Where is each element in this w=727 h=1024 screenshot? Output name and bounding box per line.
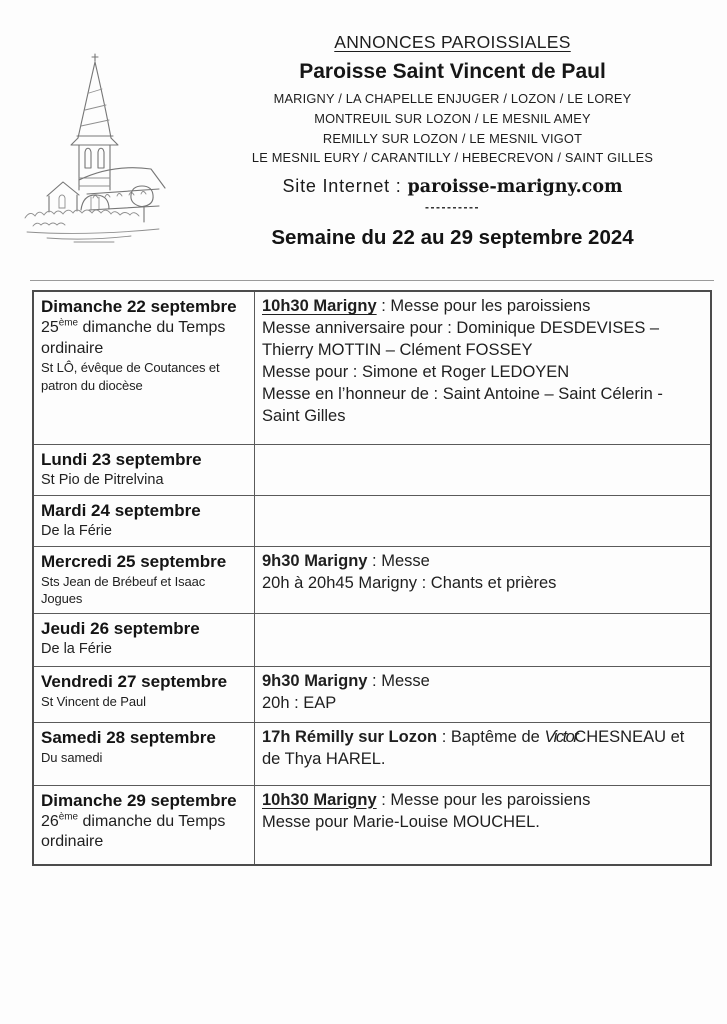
- text-line: Mardi 24 septembre: [41, 501, 201, 521]
- text-line: Dimanche 29 septembre: [41, 790, 237, 810]
- table-row: [34, 666, 710, 722]
- events-cell: [255, 292, 710, 444]
- day-cell: [34, 547, 255, 612]
- events-cell: [255, 667, 710, 722]
- events-cell: [255, 496, 710, 546]
- table-row: [34, 495, 710, 546]
- communes-line-1: MARIGNY / LA CHAPELLE ENJUGER / LOZON / LE LOREY: [273, 91, 632, 106]
- site-url: paroisse-marigny.com: [407, 177, 623, 198]
- day-cell: [34, 292, 255, 444]
- paroisse-title: Paroisse Saint Vincent de Paul: [299, 60, 606, 83]
- separator-dashes: ----------: [425, 200, 480, 215]
- table-row: [34, 546, 710, 612]
- header-text: [188, 30, 727, 250]
- week-title: Semaine du 22 au 29 septembre 2024: [271, 226, 634, 250]
- events-cell: [255, 445, 710, 495]
- text-line: Sts Jean de Brébeuf et Isaac Jogues: [41, 574, 206, 607]
- text-line: 10h30 Marigny : Messe pour les paroissiens: [262, 297, 591, 316]
- events-cell: [255, 614, 710, 666]
- text-line: De la Férie: [41, 640, 112, 657]
- table-row: [34, 444, 710, 495]
- text-line: 20h : EAP: [262, 693, 337, 712]
- text-line: 9h30 Marigny : Messe: [262, 552, 430, 571]
- text-line: St LÔ, évêque de Coutances et patron du diocèse: [41, 360, 220, 393]
- annonces-title: ANNONCES PAROISSIALES: [334, 32, 571, 52]
- communes-line-4: LE MESNIL EURY / CARANTILLY / HEBECREVON / SAINT GILLES: [251, 150, 654, 166]
- text-line: De la Férie: [41, 523, 112, 540]
- site-label: Site Internet :: [282, 176, 402, 197]
- table-row: [34, 722, 710, 785]
- communes-line-3: REMILLY SUR LOZON / LE MESNIL VIGOT: [322, 130, 583, 146]
- text-line: St Pio de Pitrelvina: [41, 472, 164, 489]
- site-line: [188, 176, 717, 197]
- text-line: Jeudi 26 septembre: [41, 618, 200, 638]
- text-line: Messe anniversaire pour : Dominique DESDEVISES – Thierry MOTTIN – Clément FOSSEY: [262, 319, 660, 360]
- text-line: Lundi 23 septembre: [41, 450, 202, 470]
- text-line: 26ème dimanche du Temps ordinaire: [41, 811, 226, 851]
- day-cell: [34, 723, 255, 785]
- header: [0, 0, 727, 250]
- day-cell: [34, 667, 255, 722]
- announcement-table: [32, 290, 712, 865]
- rule-above-table: [30, 280, 714, 281]
- text-line: 9h30 Marigny : Messe: [262, 671, 430, 690]
- table-row: [34, 613, 710, 666]
- text-line: Dimanche 22 septembre: [41, 297, 237, 317]
- events-cell: [255, 723, 710, 785]
- day-cell: [34, 786, 255, 864]
- day-cell: [34, 496, 255, 546]
- events-cell: [255, 547, 710, 612]
- communes-line-2: MONTREUIL SUR LOZON / LE MESNIL AMEY: [314, 110, 591, 126]
- text-line: St Vincent de Paul: [41, 693, 146, 709]
- text-line: Vendredi 27 septembre: [41, 671, 228, 691]
- text-line: 17h Rémilly sur Lozon : Baptême de VictorCHESNEAU et de Thya HAREL.: [262, 727, 685, 768]
- text-line: Du samedi: [41, 749, 103, 765]
- text-line: Messe pour Marie-Louise MOUCHEL.: [262, 812, 540, 831]
- events-cell: [255, 786, 710, 864]
- day-cell: [34, 614, 255, 666]
- text-line: Samedi 28 septembre: [41, 727, 216, 747]
- text-line: Messe pour : Simone et Roger LEDOYEN: [262, 363, 570, 382]
- church-sketch-icon: [19, 48, 169, 243]
- text-line: Mercredi 25 septembre: [41, 552, 227, 572]
- text-line: Messe en l’honneur de : Saint Antoine – Saint Célerin - Saint Gilles: [262, 385, 663, 425]
- text-line: 25ème dimanche du Temps ordinaire: [41, 318, 226, 357]
- text-line: 20h à 20h45 Marigny : Chants et prières: [262, 574, 557, 593]
- table-row: [34, 785, 710, 864]
- text-line: 10h30 Marigny : Messe pour les paroissiens: [262, 790, 591, 809]
- church-illustration: [0, 30, 188, 250]
- table-row: [34, 292, 710, 444]
- day-cell: [34, 445, 255, 495]
